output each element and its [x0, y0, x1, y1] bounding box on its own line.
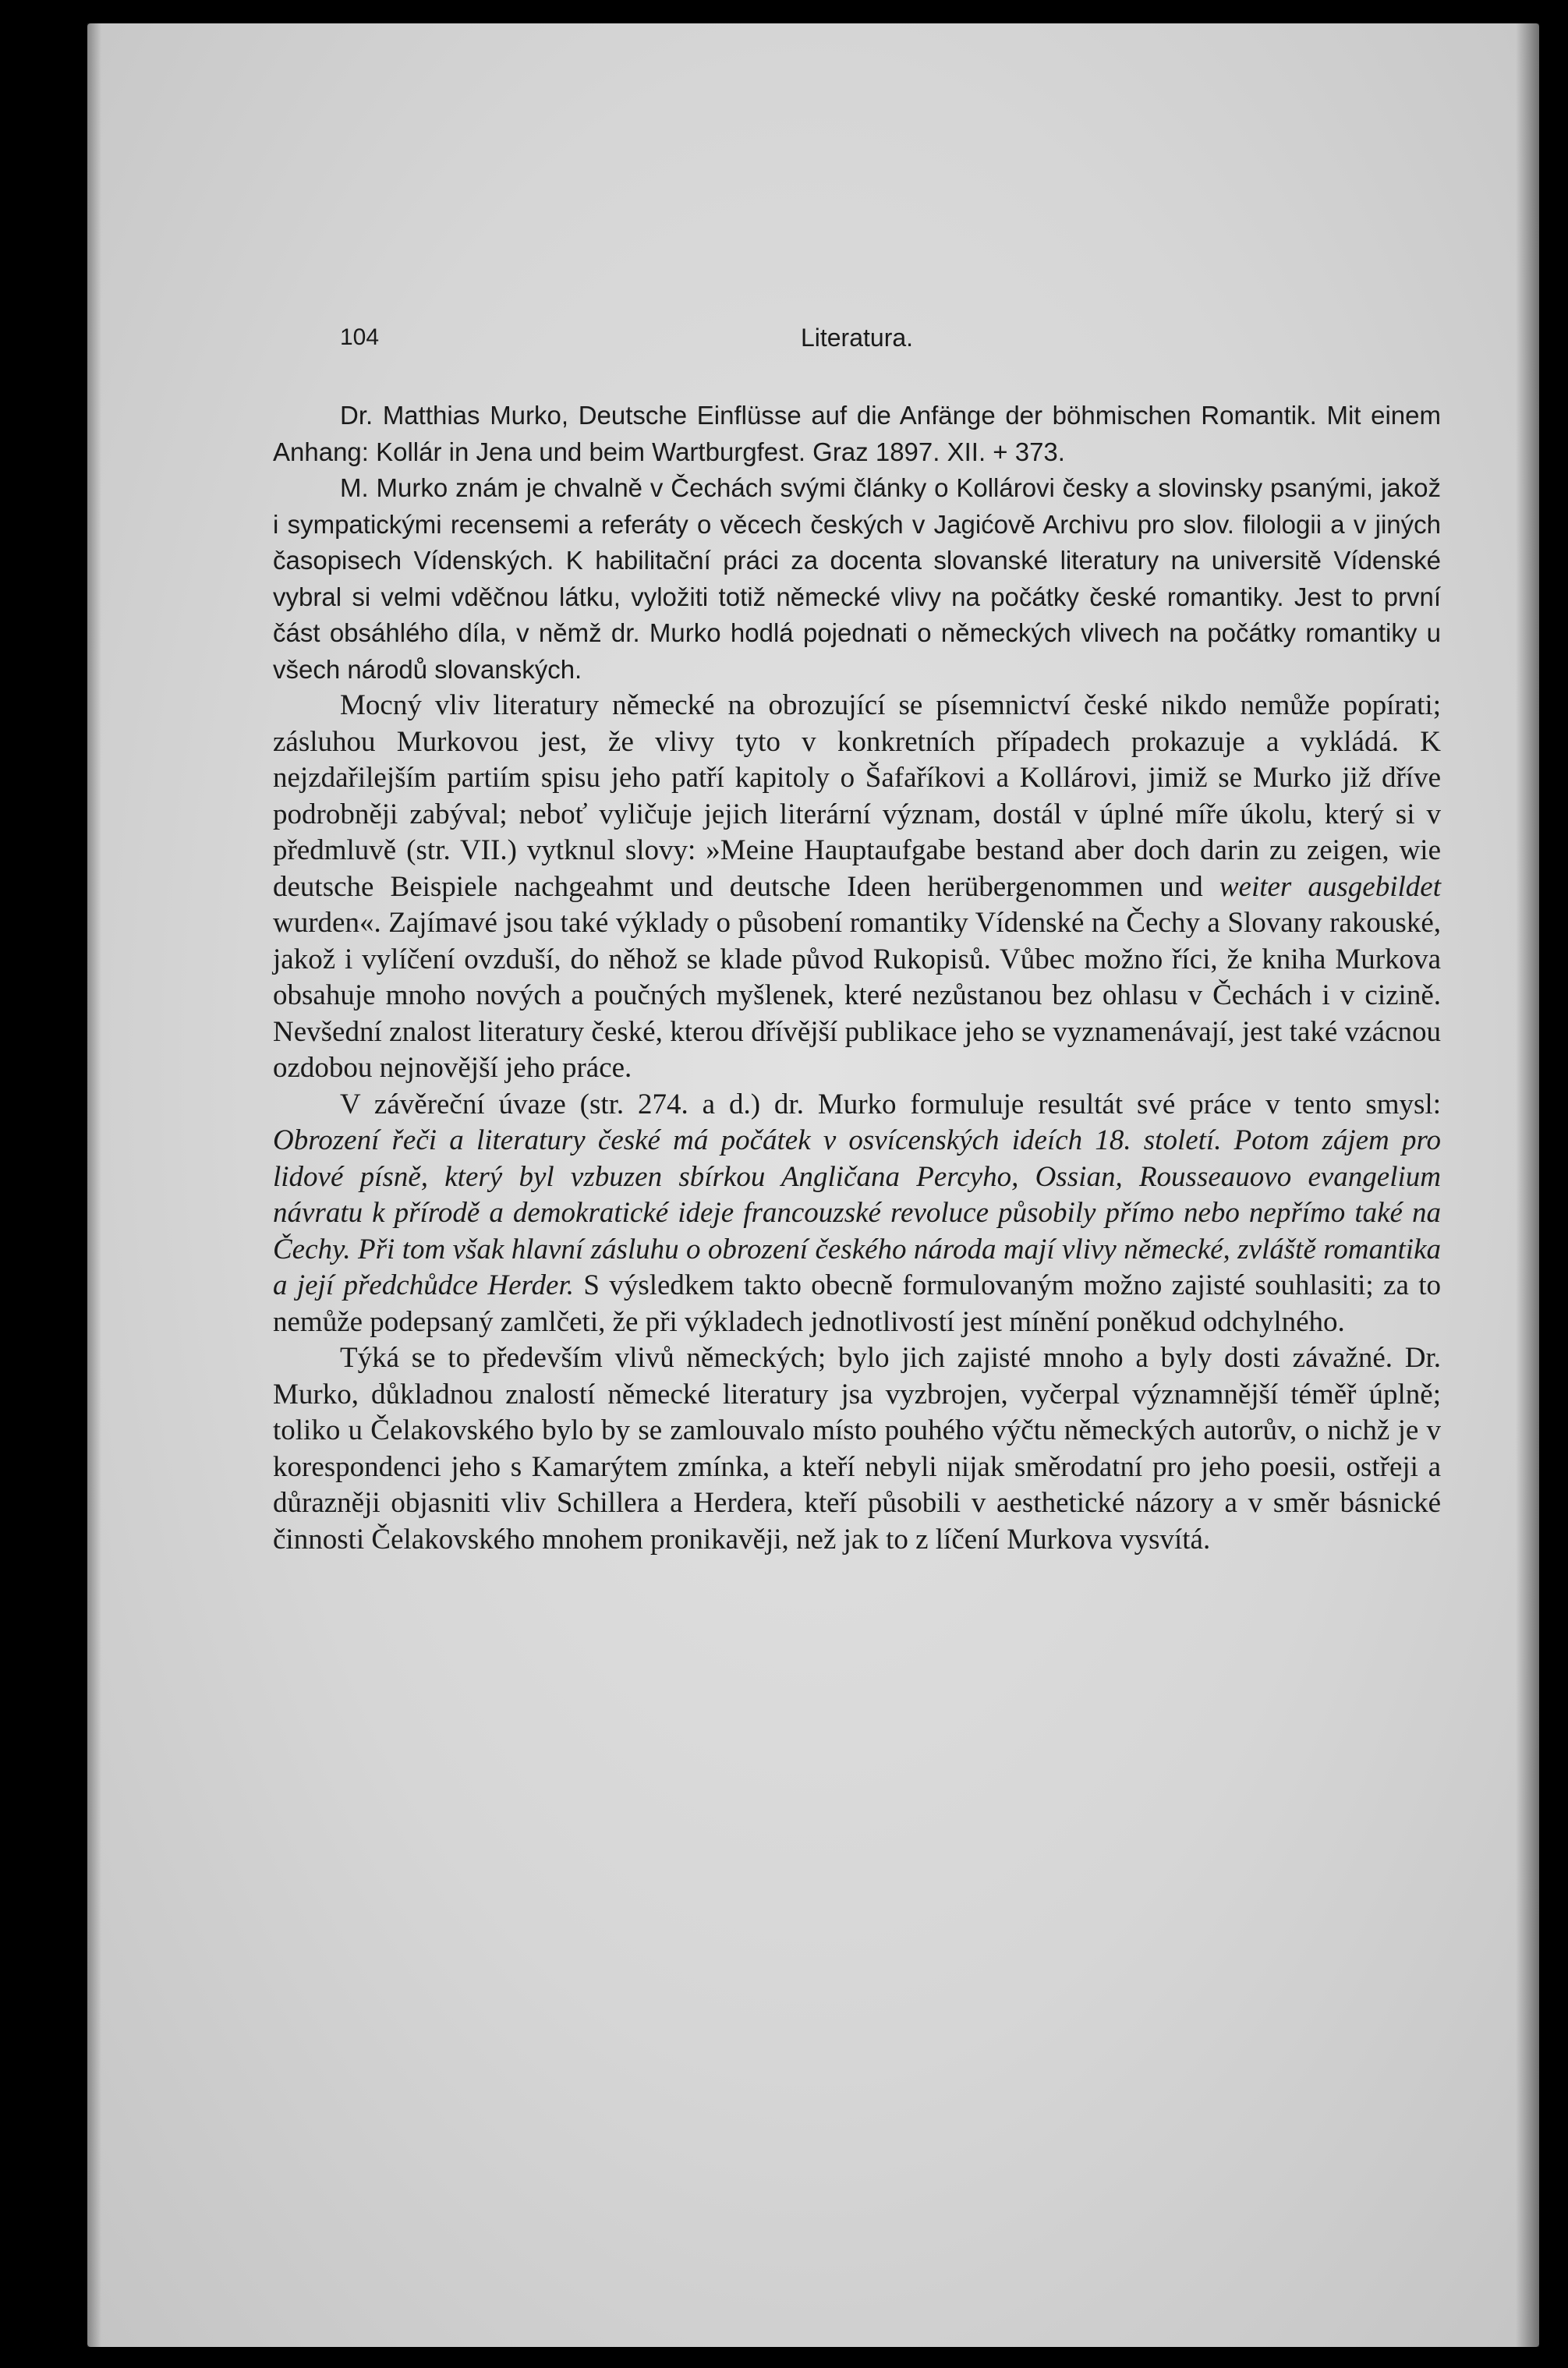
paragraph-conclusion-text: V závěreční úvaze (str. 274. a d.) dr. Murko formuluje resultát své práce v tento smysl:: [340, 1088, 1441, 1120]
page-header: [273, 320, 1441, 366]
page-number: 104: [340, 324, 380, 350]
paragraph-intro: M. Murko znám je chvalně v Čechách svými články o Kollárovi česky a slovinsky psanými, jakož i sympatickými recensemi a referáty o věcech českých v Jagićově Archivu pro slov. filologii a v jiných časopisech Vídenských. K habilitační práci za docenta slovanské literatury na universitě Vídenské vybral si velmi vděčnou látku, vyložiti totiž německé vlivy na počátky české romantiky. Jest to první část obsáhlého díla, v němž dr. Murko hodlá pojednati o německých vlivech na počátky romantiky u všech národů slovanských.: [273, 473, 1441, 684]
page-text-block: [273, 320, 1441, 1558]
paragraph-critique: Týká se to především vlivů německých; bylo jich zajisté mnoho a byly dosti závažné. Dr. Murko, důkladnou znalostí německé literatury jsa vyzbrojen, vyčerpal významnější téměř úplně; toliko u Čelakovského bylo by se zamlouvalo místo pouhého výčtu německých autorův, o nichž je v korespondenci jeho s Kamarýtem zmínka, a kteří nebyli nijak směrodatní pro jeho poesii, ostřeji a důrazněji objasniti vliv Schillera a Herdera, kteří působili v aesthetické názory a v směr básnické činnosti Čelakovského mnohem pronikavěji, než jak to z líčení Murkova vysvítá.: [273, 1342, 1441, 1556]
running-title: Literatura.: [800, 324, 914, 352]
book-citation: Dr. Matthias Murko, Deutsche Einflüsse auf die Anfänge der böhmischen Romantik. Mit einem Anhang: Kollár in Jena und beim Wartburgfest. Graz 1897. XII. + 373.: [273, 401, 1441, 466]
page-edge-shadow-right: [1516, 23, 1539, 2347]
paragraph-conclusion-text-cont: S výsledkem takto obecně formulovaným možno zajisté souhlasiti; za to nemůže podepsaný zamlčeti, že při výkladech jednotlivostí jest mínění poněkud odchylného.: [273, 1269, 1441, 1338]
paragraph-influence-italic: weiter ausgebildet: [1219, 870, 1441, 903]
paragraph-influence: [273, 688, 1441, 1087]
paragraph-influence-text: Mocný vliv literatury německé na obrozující se písemnictví české nikdo nemůže popírati; zásluhou Murkovou jest, že vlivy tyto v konkretních případech prokazuje a vykládá. K nejzdařilejším partiím spisu jeho patří kapitoly o Šafaříkovi a Kollárovi, jimiž se Murko již dříve podrobněji zabýval; neboť vyličuje jejich literární význam, dostál v úplné míře úkolu, který si v předmluvě (str. VII.) vytknul slovy: »Meine Hauptaufgabe bestand aber doch darin zu zeigen, wie deutsche Beispiele nachgeahmt und deutsche Ideen herübergenommen und: [273, 689, 1441, 903]
paragraph-conclusion-italic: Obrození řeči a literatury české má počátek v osvícenských ideích 18. století. Potom zájem pro lidové písně, který byl vzbuzen sbírkou Angličana Percyho, Ossian, Rousseauovo evangelium návratu k přírodě a demokratické ideje francouzské revoluce působily přímo nebo nepřímo také na Čechy. Při tom však hlavní zásluhu o obrození českého národa mají vlivy německé, zvláště romantika a její předchůdce Herder.: [273, 1124, 1441, 1301]
page-edge-shadow-left: [87, 23, 101, 2347]
paragraph-conclusion: [273, 1087, 1441, 1341]
paragraph-influence-text-cont: wurden«. Zajímavé jsou také výklady o působení romantiky Vídenské na Čechy a Slovany rakouské, jakož i vylíčení ovzduší, do něhož se klade původ Rukopisů. Vůbec možno říci, že kniha Murkova obsahuje mnoho nových a poučných myšlenek, které nezůstanou bez ohlasu v Čechách i v cizině. Nevšední znalost literatury české, kterou dřívější publikace jeho se vyznamenávají, jest také vzácnou ozdobou nejnovější jeho práce.: [273, 907, 1441, 1084]
book-page: [87, 23, 1539, 2347]
